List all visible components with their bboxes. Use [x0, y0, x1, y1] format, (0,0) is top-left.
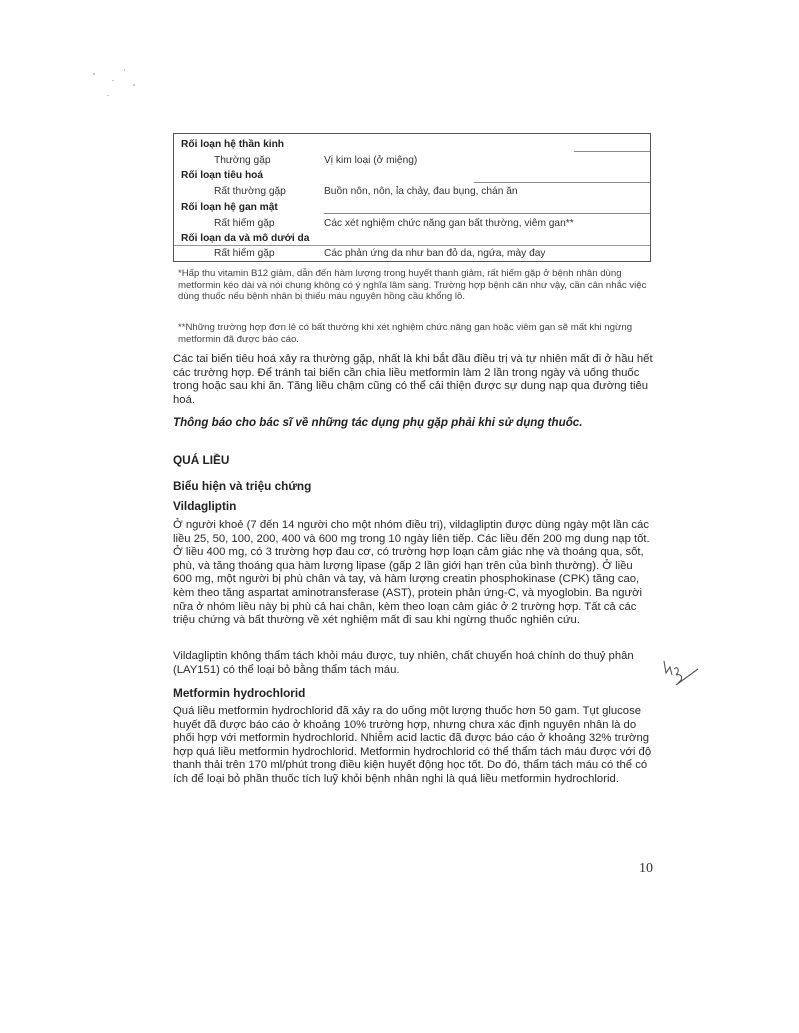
notice-text: Thông báo cho bác sĩ về những tác dụng phụ gặp phải khi sử dụng thuốc. [173, 416, 583, 429]
category-label: Rối loạn hệ thần kinh [181, 139, 285, 150]
effect-label: Các phản ứng da như ban đỏ da, ngứa, mày đay [324, 248, 546, 259]
frequency-label: Rất thường gặp [214, 186, 286, 197]
scan-speck [107, 95, 109, 96]
table-divider [324, 213, 650, 214]
scan-speck [133, 84, 135, 86]
scan-speck [112, 80, 114, 81]
table-divider [174, 245, 650, 246]
scan-speck [93, 73, 95, 75]
page-number: 10 [639, 861, 653, 876]
adverse-reactions-table [173, 133, 651, 262]
section-heading-overdose: QUÁ LIỀU [173, 453, 230, 467]
category-label: Rối loạn tiêu hoá [181, 170, 264, 181]
footnote-vitamin-b12: *Hấp thu vitamin B12 giảm, dẫn đến hàm lượng trong huyết thanh giảm, rất hiếm gặp ở bệnh nhân dùng metformin kéo dài và nói chung không có ý nghĩa lâm sàng. Trường hợp bệnh căn như vậy, cần cân nhắc việc dùng thuốc nếu bệnh nhân bị thiếu máu nguyên hồng cầu khổng lồ. [178, 268, 647, 302]
subheading-vildagliptin: Vildagliptin [173, 499, 237, 513]
paragraph-metformin-overdose: Quá liều metformin hydrochlorid đã xảy ra do uống một lượng thuốc hơn 50 gam. Tụt glucose huyết đã được báo cáo ở khoảng 10% trường hợp, nhưng chưa xác định nguyên nhân là do phối hợp với metformin hydrochlorid. Nhiễm acid lactic đã được báo cáo ở khoảng 32% trường hợp quá liều metformin hydrochlorid. Metformin hydrochlorid có thể thẩm tách máu được với độ thanh thải trên 170 ml/phút trong điều kiện huyết động học tốt. Do đó, thẩm tách máu có thể có ích để loại bỏ phần thuốc tích luỹ khỏi bệnh nhân nghi là quá liều metformin hydrochlorid. [173, 705, 652, 785]
category-label: Rối loạn da và mô dưới da [181, 233, 310, 244]
table-divider [474, 182, 650, 183]
subheading-metformin: Metformin hydrochlorid [173, 686, 306, 700]
paragraph-vildagliptin-dialysis: Vildagliptin không thẩm tách khỏi máu được, tuy nhiên, chất chuyển hoá chính do thuỷ phân (LAY151) có thể loại bỏ bằng thẩm tách máu. [173, 650, 634, 676]
frequency-label: Rất hiếm gặp [214, 248, 275, 259]
footnote-liver: **Những trường hợp đơn lẻ có bất thường khi xét nghiệm chức năng gan hoặc viêm gan sẽ mất khi ngừng metformin đã được báo cáo. [178, 322, 633, 345]
paragraph-gi-effects: Các tai biến tiêu hoá xảy ra thường gặp, nhất là khi bắt đầu điều trị và tự nhiên mất đi ở hầu hết các trường hợp. Để tránh tai biến cần chia liều metformin làm 2 lần trong ngày và uống thuốc trong hoặc sau khi ăn. Tăng liều chậm cũng có thể cải thiện được sự dung nạp qua đường tiêu hoá. [173, 353, 653, 406]
effect-label: Vị kim loại (ở miệng) [324, 155, 418, 166]
scan-speck [124, 69, 125, 71]
category-label: Rối loạn hệ gan mật [181, 202, 278, 213]
table-divider [574, 151, 650, 152]
subheading-symptoms: Biểu hiện và triệu chứng [173, 479, 312, 493]
frequency-label: Thường gặp [214, 155, 271, 166]
effect-label: Buồn nôn, nôn, ỉa chảy, đau bụng, chán ăn [324, 186, 518, 197]
paragraph-vildagliptin-overdose: Ở người khoẻ (7 đến 14 người cho một nhóm điều trị), vildagliptin được dùng ngày một lần các liều 25, 50, 100, 200, 400 và 600 mg trong 10 ngày liên tiếp. Các liều đến 200 mg dung nạp tốt. Ở liều 400 mg, có 3 trường hợp đau cơ, có trường hợp loạn cảm giác nhẹ và thoáng qua, sốt, phù, và tăng thoáng qua hàm lượng lipase (gấp 2 lần giới hạn trên của bình thường). Ở liều 600 mg, một người bị phù chân và tay, và hàm lượng creatin phosphokinase (CPK) tăng cao, kèm theo tăng aspartat aminotransferase (AST), protein phản ứng-C, và myoglobin. Ba người nữa ở nhóm liều này bị phù cả hai chân, kèm theo loạn cảm giác ở 2 trường hợp. Tất cả các triệu chứng và bất thường về xét nghiệm mất đi sau khi ngừng thuốc nghiên cứu. [173, 519, 650, 627]
frequency-label: Rất hiếm gặp [214, 218, 275, 229]
effect-label: Các xét nghiệm chức năng gan bất thường, viêm gan** [324, 218, 574, 229]
handwritten-initials-signature [660, 655, 700, 691]
